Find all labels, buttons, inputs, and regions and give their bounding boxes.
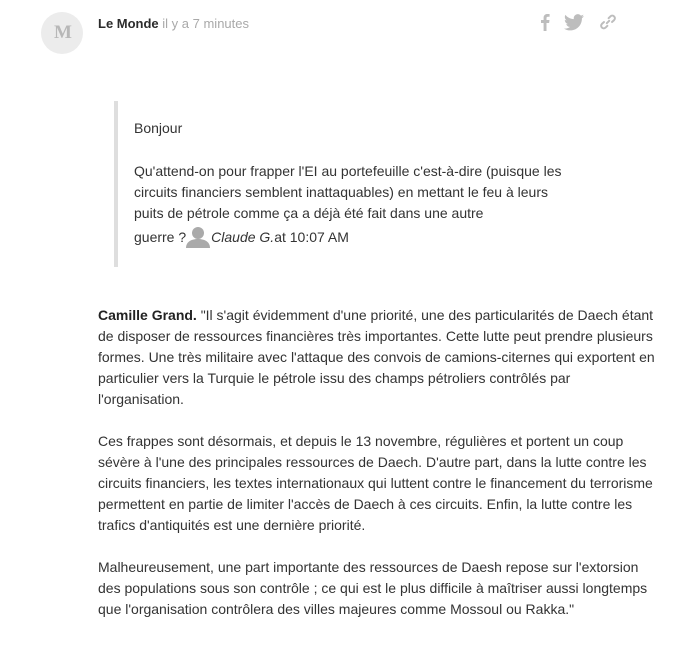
avatar-logo: M	[54, 22, 70, 43]
quote-greeting: Bonjour	[134, 120, 183, 136]
quote-signature-line	[134, 225, 349, 249]
quote-author: Claude G.	[211, 229, 275, 245]
post-timestamp: il y a 7 minutes	[162, 16, 249, 31]
paragraph-3: Malheureusement, une part importante des ressources de Daesh repose sur l'extorsion des populations sous son contrôle ; ce qui est le plus difficile à maîtriser aussi longtemps que l'organisation contrôlera des villes majeures comme Mossoul ou Rakka."	[98, 559, 648, 617]
paragraph-2: Ces frappes sont désormais, et depuis le 13 novembre, régulières et portent un coup sévère à l'une des principales ressources de Daech. D'autre part, dans la lutte contre les circuits financiers, les textes internationaux qui luttent contre le financement du terrorisme permettent en partie de limiter l'accès de Daech à ces circuits. Enfin, la lutte contre les trafics d'antiquités est une dernière priorité.	[98, 433, 653, 533]
author-name: Le Monde	[98, 16, 159, 31]
user-icon	[186, 226, 210, 248]
speaker-name: Camille Grand.	[98, 307, 197, 323]
twitter-icon[interactable]	[564, 14, 584, 31]
quote-text-end: guerre ?	[134, 229, 187, 245]
facebook-icon[interactable]	[540, 13, 550, 31]
paragraph-1	[98, 305, 658, 410]
post-header	[98, 15, 249, 33]
link-icon[interactable]	[600, 14, 616, 30]
author-avatar	[41, 12, 83, 54]
paragraph-1-text: "Il s'agit évidemment d'une priorité, une des particularités de Daech étant de disposer de ressources financières très importantes. Cette lutte peut prendre plusieurs formes. Une très militaire avec l'attaque des convois de camions-citernes qui exportent en particulier vers la Turquie le pétrole issu des champs pétroliers contrôlés par l'organisation.	[98, 307, 655, 407]
quote-time: at 10:07 AM	[274, 229, 349, 245]
post-body	[98, 305, 658, 641]
quoted-comment	[114, 101, 569, 267]
share-bar	[540, 10, 630, 34]
quote-text: Qu'attend-on pour frapper l'EI au portefeuille c'est-à-dire (puisque les circuits financiers semblent inattaquables) en mettant le feu à leurs puits de pétrole comme ça a déjà été fait dans une autre	[134, 163, 562, 221]
